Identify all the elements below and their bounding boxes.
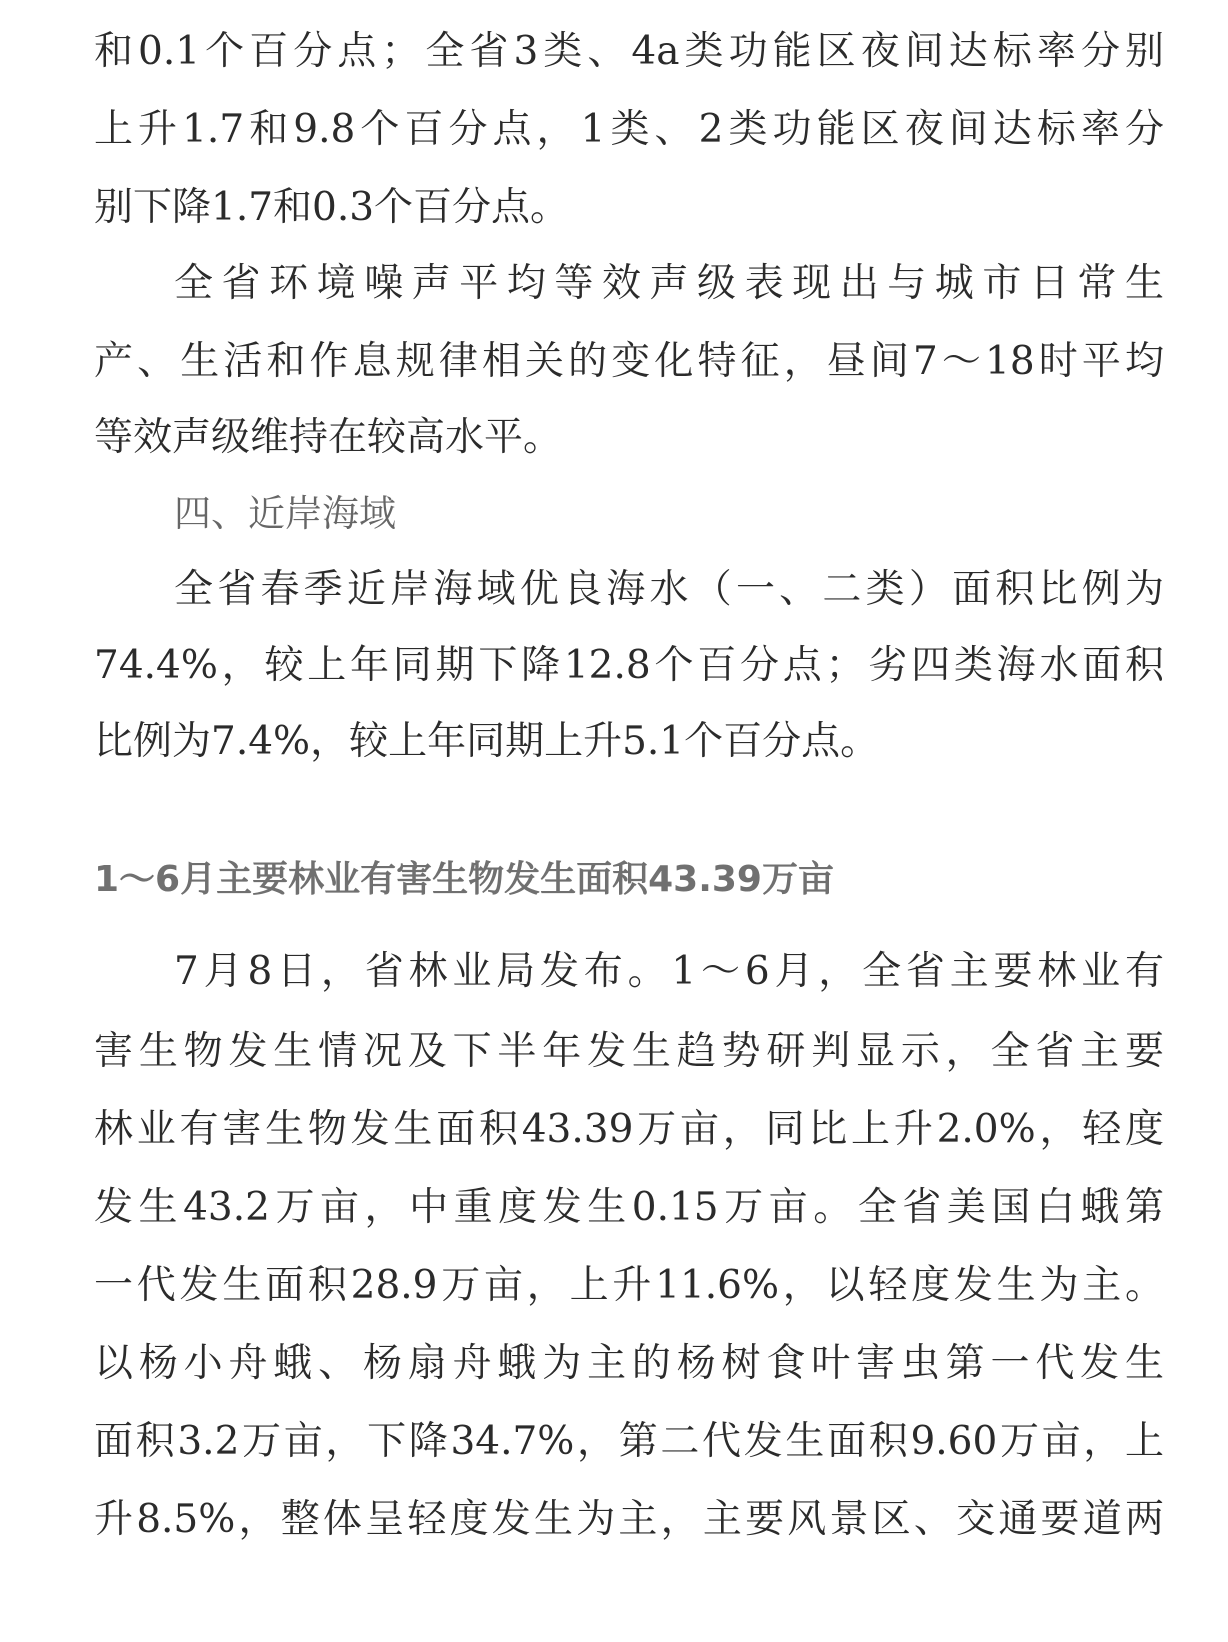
paragraph-first-line: 7月8日，省林业局发布。1～6月，全省主要林业有 xyxy=(174,949,1164,994)
text-line: 面积3.2万亩，下降34.7%，第二代发生面积9.60万亩，上 xyxy=(94,1419,1164,1464)
text-line: 别下降1.7和0.3个百分点。 xyxy=(94,185,570,230)
text-line: 和0.1个百分点；全省3类、4a类功能区夜间达标率分别 xyxy=(94,29,1164,74)
text-line: 上升1.7和9.8个百分点，1类、2类功能区夜间达标率分 xyxy=(94,107,1164,152)
text-line: 一代发生面积28.9万亩，上升11.6%，以轻度发生为主。 xyxy=(94,1263,1164,1308)
text-line: 升8.5%，整体呈轻度发生为主，主要风景区、交通要道两 xyxy=(94,1497,1164,1542)
text-line: 74.4%，较上年同期下降12.8个百分点；劣四类海水面积 xyxy=(94,643,1164,688)
paragraph-first-line: 全省春季近岸海域优良海水（一、二类）面积比例为 xyxy=(174,567,1164,612)
text-line: 产、生活和作息规律相关的变化特征，昼间7～18时平均 xyxy=(94,339,1164,384)
text-line: 发生43.2万亩，中重度发生0.15万亩。全省美国白蛾第 xyxy=(94,1185,1164,1230)
text-line: 林业有害生物发生面积43.39万亩，同比上升2.0%，轻度 xyxy=(94,1107,1164,1152)
article-heading: 1～6月主要林业有害生物发生面积43.39万亩 xyxy=(94,859,834,900)
text-line: 害生物发生情况及下半年发生趋势研判显示，全省主要 xyxy=(94,1029,1164,1074)
paragraph-first-line: 全省环境噪声平均等效声级表现出与城市日常生 xyxy=(174,261,1164,306)
text-line: 等效声级维持在较高水平。 xyxy=(94,415,563,460)
text-line: 比例为7.4%，较上年同期上升5.1个百分点。 xyxy=(94,719,880,764)
text-line: 以杨小舟蛾、杨扇舟蛾为主的杨树食叶害虫第一代发生 xyxy=(94,1341,1164,1386)
section-heading: 四、近岸海域 xyxy=(174,492,396,535)
